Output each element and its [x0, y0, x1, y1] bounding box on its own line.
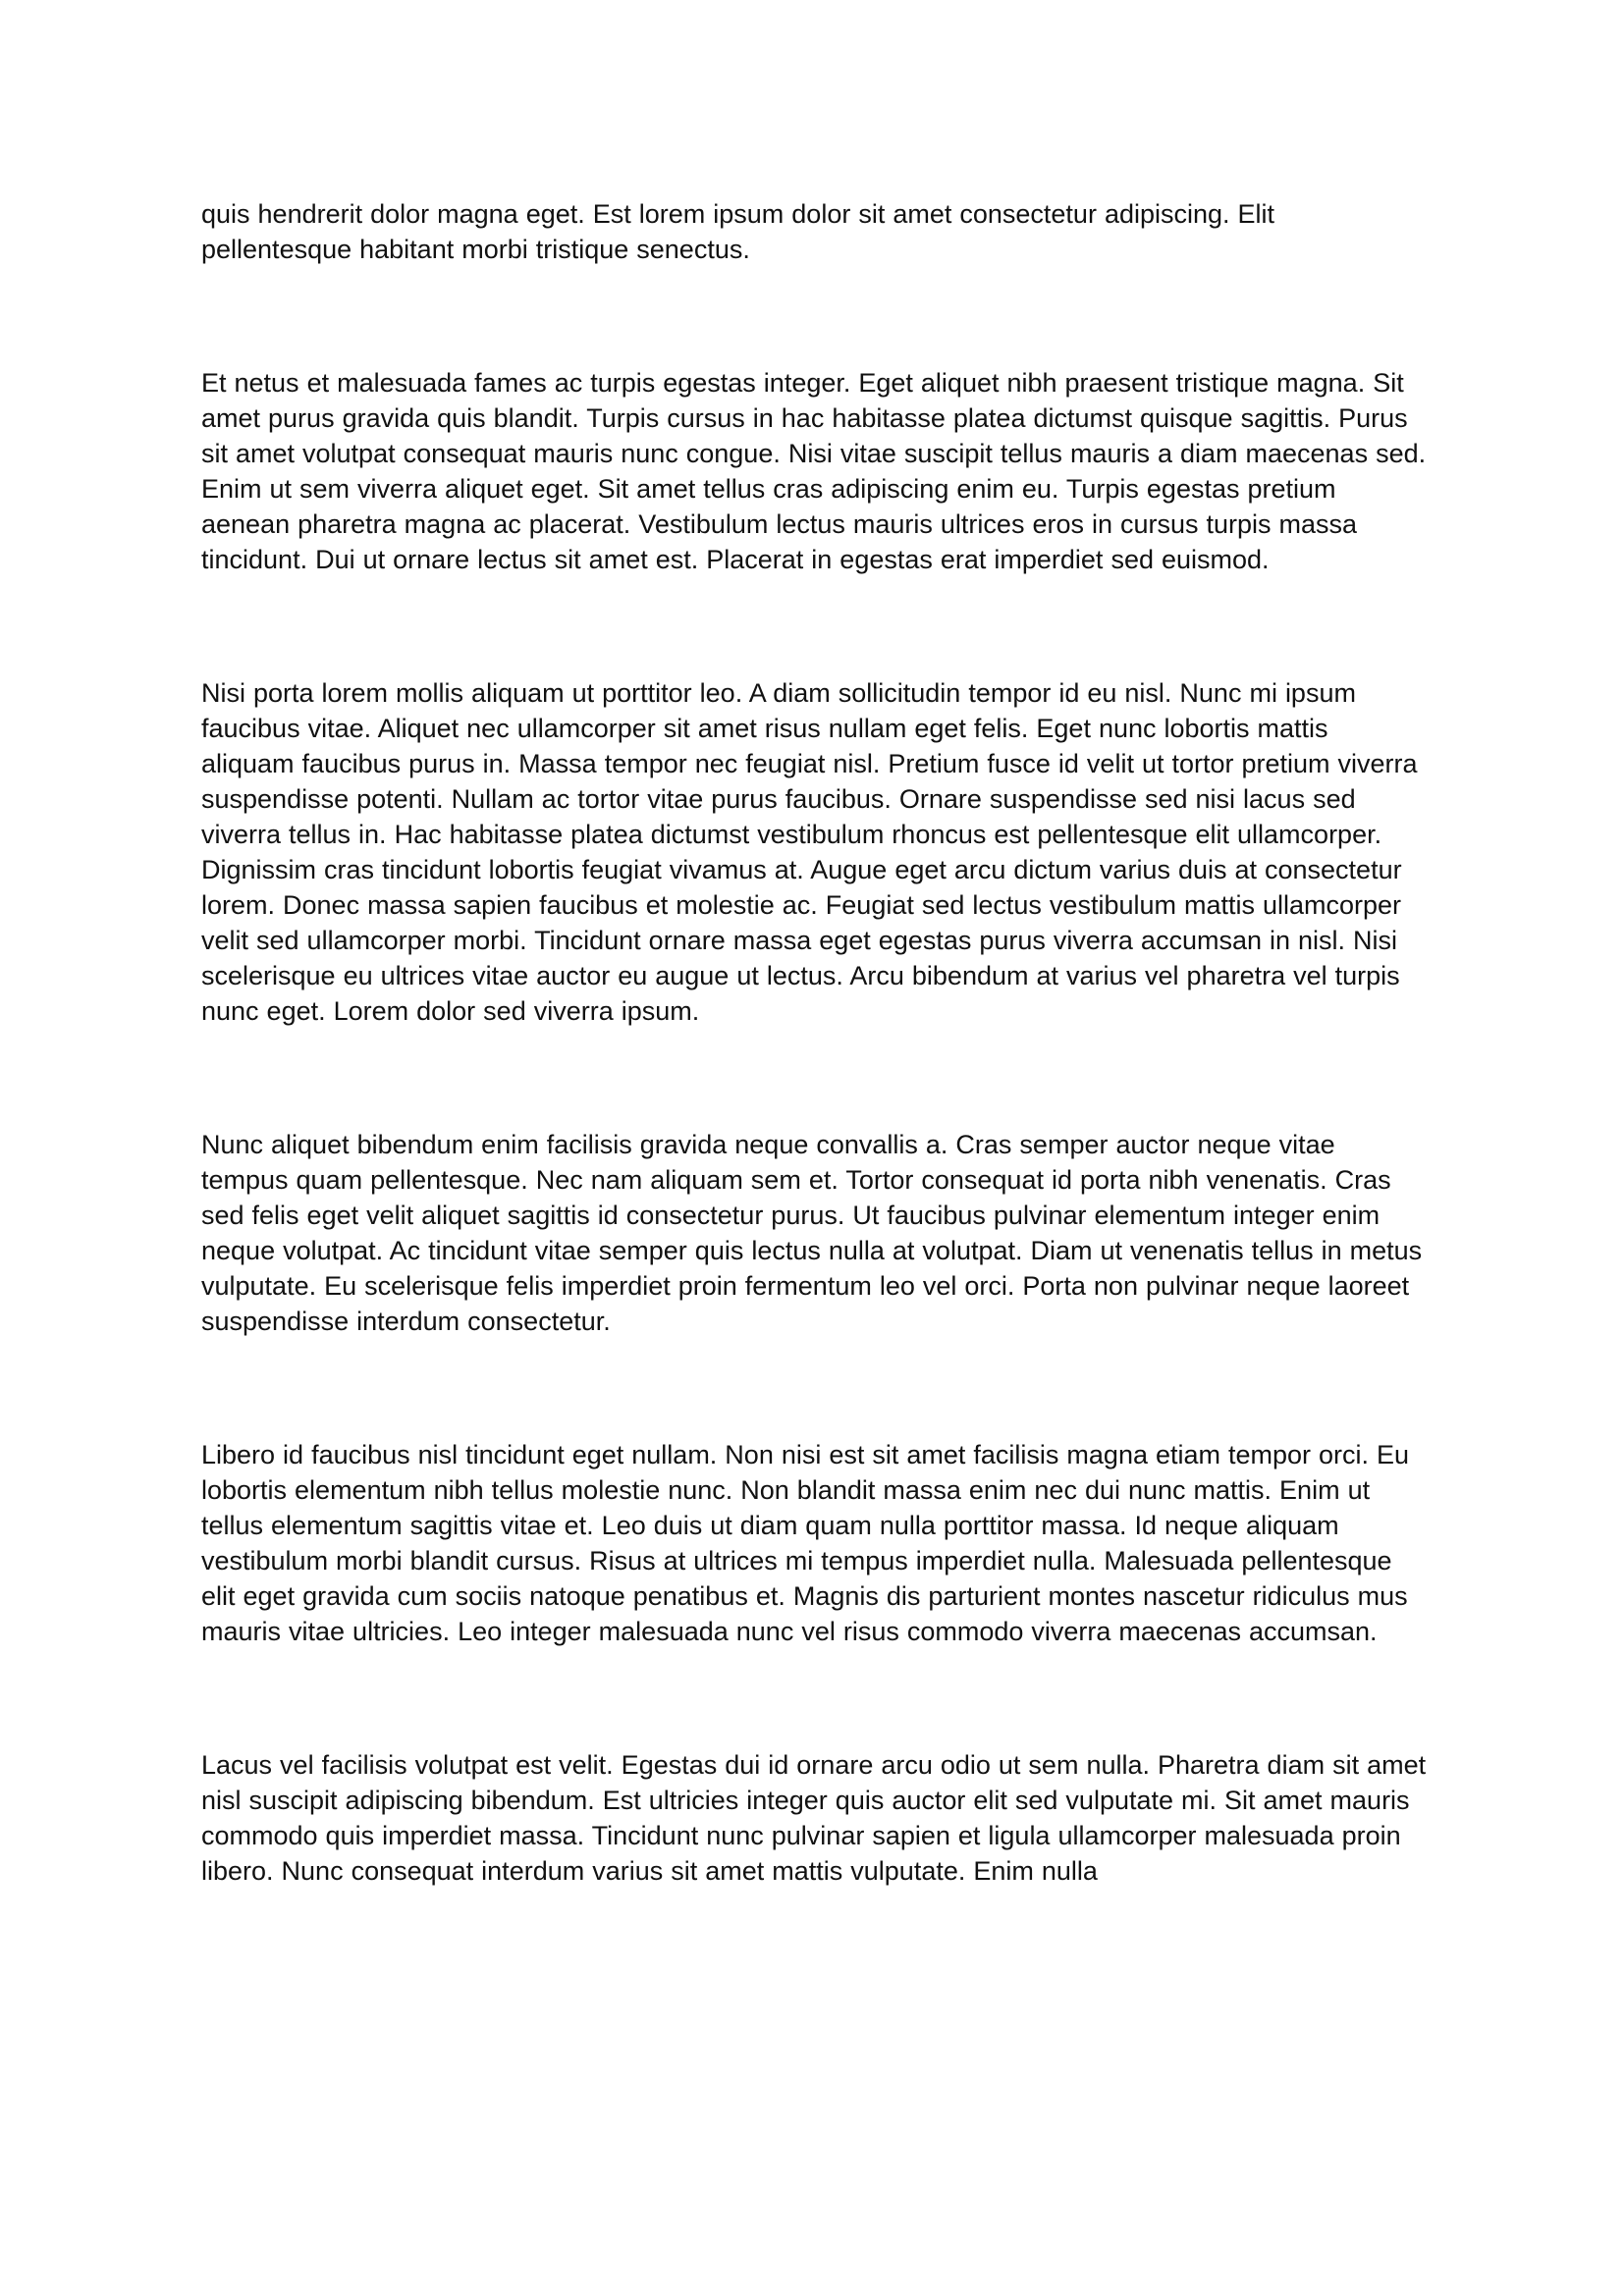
paragraph: Et netus et malesuada fames ac turpis egestas integer. Eget aliquet nibh praesent tristique magna. Sit amet purus gravida quis blandit. Turpis cursus in hac habitasse platea dictumst quisque sagittis. Purus sit amet volutpat consequat mauris nunc congue. Nisi vitae suscipit tellus mauris a diam maecenas sed. Enim ut sem viverra aliquet eget. Sit amet tellus cras adipiscing enim eu. Turpis egestas pretium aenean pharetra magna ac placerat. Vestibulum lectus mauris ultrices eros in cursus turpis massa tincidunt. Dui ut ornare lectus sit amet est. Placerat in egestas erat imperdiet sed euismod. [201, 368, 1427, 574]
paragraph: Nisi porta lorem mollis aliquam ut porttitor leo. A diam sollicitudin tempor id eu nisl. Nunc mi ipsum faucibus vitae. Aliquet nec ullamcorper sit amet risus nullam eget felis. Eget nunc lobortis mattis aliquam faucibus purus in. Massa tempor nec feugiat nisl. Pretium fusce id velit ut tortor pretium viverra suspendisse potenti. Nullam ac tortor vitae purus faucibus. Ornare suspendisse sed nisi lacus sed viverra tellus in. Hac habitasse platea dictumst vestibulum rhoncus est pellentesque elit ullamcorper. Dignissim cras tincidunt lobortis feugiat vivamus at. Augue eget arcu dictum varius duis at consectetur lorem. Donec massa sapien faucibus et molestie ac. Feugiat sed lectus vestibulum mattis ullamcorper velit sed ullamcorper morbi. Tincidunt ornare massa eget egestas purus viverra accumsan in nisl. Nisi scelerisque eu ultrices vitae auctor eu augue ut lectus. Arcu bibendum at varius vel pharetra vel turpis nunc eget. Lorem dolor sed viverra ipsum. [201, 678, 1418, 1026]
paragraph: Nunc aliquet bibendum enim facilisis gravida neque convallis a. Cras semper auctor neque vitae tempus quam pellentesque. Nec nam aliquam sem et. Tortor consequat id porta nibh venenatis. Cras sed felis eget velit aliquet sagittis id consectetur purus. Ut faucibus pulvinar elementum integer enim neque volutpat. Ac tincidunt vitae semper quis lectus nulla at volutpat. Diam ut venenatis tellus in metus vulputate. Eu scelerisque felis imperdiet proin fermentum leo vel orci. Porta non pulvinar neque laoreet suspendisse interdum consectetur. [201, 1130, 1423, 1336]
paragraph: Lacus vel facilisis volutpat est velit. Egestas dui id ornare arcu odio ut sem nulla. Pharetra diam sit amet nisl suscipit adipiscing bibendum. Est ultricies integer quis auctor elit sed vulputate mi. Sit amet mauris commodo quis imperdiet massa. Tincidunt nunc pulvinar sapien et ligula ullamcorper malesuada proin libero. Nunc consequat interdum varius sit amet mattis vulputate. Enim nulla [201, 1750, 1427, 1886]
paragraph: quis hendrerit dolor magna eget. Est lorem ipsum dolor sit amet consectetur adipiscing. Elit pellentesque habitant morbi tristique senectus. [201, 199, 1275, 264]
paragraph: Libero id faucibus nisl tincidunt eget nullam. Non nisi est sit amet facilisis magna etiam tempor orci. Eu lobortis elementum nibh tellus molestie nunc. Non blandit massa enim nec dui nunc mattis. Enim ut tellus elementum sagittis vitae et. Leo duis ut diam quam nulla porttitor massa. Id neque aliquam vestibulum morbi blandit cursus. Risus at ultrices mi tempus imperdiet nulla. Malesuada pellentesque elit eget gravida cum sociis natoque penatibus et. Magnis dis parturient montes nascetur ridiculus mus mauris vitae ultricies. Leo integer malesuada nunc vel risus commodo viverra maecenas accumsan. [201, 1440, 1410, 1646]
document-text-content [201, 196, 1429, 1889]
